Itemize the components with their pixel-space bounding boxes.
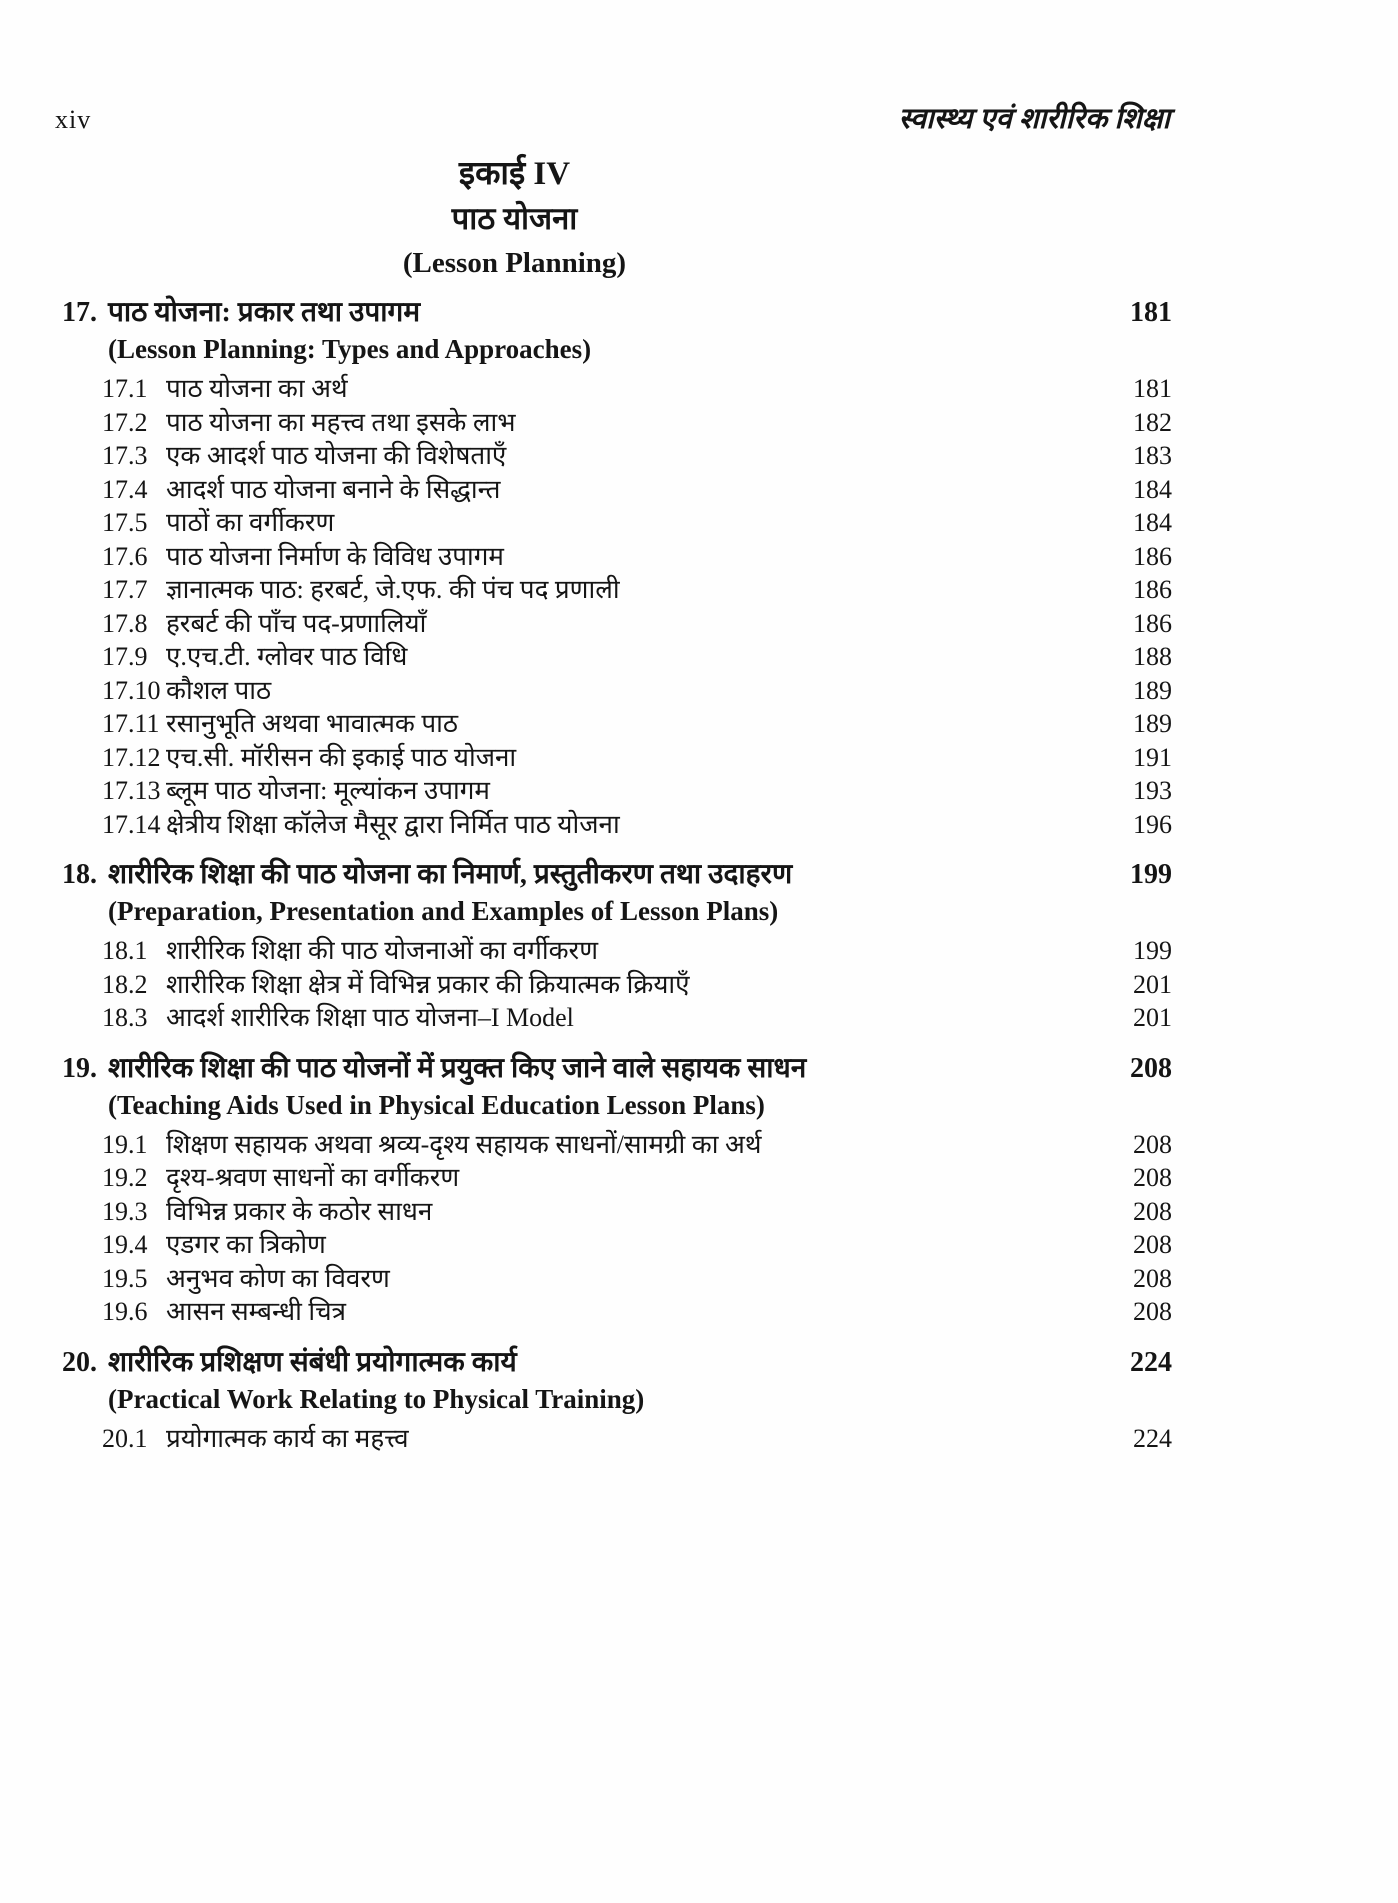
section-number: 19.2 <box>102 1163 148 1192</box>
section-page-number: 199 <box>1133 936 1172 965</box>
toc-section-row <box>62 1128 1172 1162</box>
toc-section-row <box>62 607 1172 641</box>
section-page-number: 181 <box>1133 374 1172 403</box>
section-number: 17.6 <box>102 541 148 571</box>
section-number: 17.10 <box>102 675 161 705</box>
chapter-subtitle: (Teaching Aids Used in Physical Education Lesson Plans) <box>108 1089 765 1120</box>
section-title: आदर्श पाठ योजना बनाने के सिद्धान्त <box>166 474 501 504</box>
toc-section-row <box>62 808 1172 842</box>
section-title: हरबर्ट की पाँच पद-प्रणालियाँ <box>166 608 427 638</box>
chapter-subtitle: (Lesson Planning: Types and Approaches) <box>108 334 592 364</box>
section-page-number: 186 <box>1133 608 1172 638</box>
section-page-number: 191 <box>1133 742 1172 772</box>
section-title: आदर्श शारीरिक शिक्षा पाठ योजना–I Model <box>166 1003 574 1032</box>
section-title: एच.सी. मॉरीसन की इकाई पाठ योजना <box>166 742 517 772</box>
chapter-title: शारीरिक प्रशिक्षण संबंधी प्रयोगात्मक कार्य <box>108 1346 517 1378</box>
chapter-row <box>62 856 1172 893</box>
toc-section-row <box>62 1422 1172 1456</box>
toc-section-row <box>62 540 1172 574</box>
toc-section-row <box>62 1195 1172 1229</box>
chapter-number: 20. <box>62 1346 97 1378</box>
section-number: 19.4 <box>102 1230 148 1259</box>
running-title: स्वास्थ्य एवं शारीरिक शिक्षा <box>898 103 1170 135</box>
section-title: अनुभव कोण का विवरण <box>166 1263 390 1293</box>
chapter-sections <box>62 934 1172 1035</box>
toc-section-row <box>62 707 1172 741</box>
toc-section-row <box>62 1262 1172 1296</box>
section-title: कौशल पाठ <box>166 675 272 705</box>
section-page-number: 189 <box>1133 709 1172 738</box>
toc-section-row <box>62 506 1172 540</box>
page-header <box>55 98 1170 137</box>
section-page-number: 208 <box>1133 1263 1172 1293</box>
section-number: 17.3 <box>102 441 148 470</box>
section-page-number: 224 <box>1133 1423 1172 1453</box>
section-number: 18.2 <box>102 969 148 999</box>
section-page-number: 208 <box>1133 1297 1172 1326</box>
section-page-number: 183 <box>1133 441 1172 470</box>
section-number: 17.5 <box>102 508 148 537</box>
toc-section-row <box>62 406 1172 440</box>
page-number-label: xiv <box>55 105 92 134</box>
toc-section-row <box>62 1228 1172 1262</box>
section-title: एक आदर्श पाठ योजना की विशेषताएँ <box>166 441 507 470</box>
section-title: ब्लूम पाठ योजना: मूल्यांकन उपागम <box>166 776 490 805</box>
unit-heading <box>62 152 967 284</box>
toc-section-row <box>62 640 1172 674</box>
toc-section-row <box>62 1161 1172 1195</box>
section-title: पाठ योजना का अर्थ <box>166 374 348 403</box>
chapter-row <box>62 1050 1172 1087</box>
section-title: प्रयोगात्मक कार्य का महत्त्व <box>166 1423 409 1453</box>
chapter-number: 18. <box>62 859 97 890</box>
toc-section-row <box>62 741 1172 775</box>
toc-section-row <box>62 573 1172 607</box>
section-page-number: 201 <box>1133 969 1172 999</box>
section-title: पाठों का वर्गीकरण <box>166 508 335 537</box>
section-page-number: 201 <box>1133 1003 1172 1032</box>
section-number: 17.14 <box>102 809 161 839</box>
section-page-number: 208 <box>1133 1230 1172 1259</box>
section-title: पाठ योजना निर्माण के विविध उपागम <box>166 541 504 571</box>
chapter-title: शारीरिक शिक्षा की पाठ योजना का निमार्ण, प्रस्तुतीकरण तथा उदाहरण <box>108 859 793 890</box>
chapter-number: 17. <box>62 297 97 328</box>
chapter-row <box>62 1344 1172 1381</box>
chapter-page-number: 199 <box>1130 859 1172 890</box>
toc-chapter <box>62 856 1172 1035</box>
toc-section-row <box>62 372 1172 406</box>
section-number: 17.13 <box>102 776 161 805</box>
section-page-number: 208 <box>1133 1196 1172 1226</box>
section-title: पाठ योजना का महत्त्व तथा इसके लाभ <box>166 407 516 437</box>
chapter-row <box>62 294 1172 331</box>
toc-chapter <box>62 1344 1172 1456</box>
toc-section-row <box>62 1295 1172 1329</box>
section-number: 17.7 <box>102 575 148 604</box>
chapter-title: पाठ योजना: प्रकार तथा उपागम <box>108 297 421 328</box>
section-page-number: 186 <box>1133 541 1172 571</box>
toc-section-row <box>62 674 1172 708</box>
toc-section-row <box>62 1001 1172 1035</box>
section-title: ज्ञानात्मक पाठ: हरबर्ट, जे.एफ. की पंच पद प्रणाली <box>166 575 620 604</box>
chapter-number: 19. <box>62 1052 97 1084</box>
section-page-number: 184 <box>1133 474 1172 504</box>
section-page-number: 193 <box>1133 776 1172 805</box>
section-number: 17.8 <box>102 608 148 638</box>
section-number: 19.6 <box>102 1297 148 1326</box>
section-page-number: 196 <box>1133 809 1172 839</box>
chapter-title: शारीरिक शिक्षा की पाठ योजनों में प्रयुक्त किए जाने वाले सहायक साधन <box>108 1052 807 1084</box>
section-number: 17.2 <box>102 407 148 437</box>
chapter-sections <box>62 1128 1172 1329</box>
chapter-subtitle: (Preparation, Presentation and Examples of Lesson Plans) <box>108 896 779 926</box>
section-number: 17.1 <box>102 374 148 403</box>
toc-section-row <box>62 774 1172 808</box>
section-number: 20.1 <box>102 1423 148 1453</box>
toc-section-row <box>62 968 1172 1002</box>
toc-chapter <box>62 294 1172 841</box>
section-page-number: 184 <box>1133 508 1172 537</box>
section-title: शारीरिक शिक्षा क्षेत्र में विभिन्न प्रकार की क्रियात्मक क्रियाएँ <box>166 969 690 999</box>
chapter-page-number: 208 <box>1130 1052 1172 1084</box>
section-number: 18.1 <box>102 936 148 965</box>
section-title: शिक्षण सहायक अथवा श्रव्य-दृश्य सहायक साधनों/सामग्री का अर्थ <box>166 1129 762 1159</box>
section-page-number: 188 <box>1133 642 1172 671</box>
section-title: विभिन्न प्रकार के कठोर साधन <box>166 1196 433 1226</box>
section-title: एडगर का त्रिकोण <box>166 1230 326 1259</box>
section-title: ए.एच.टी. ग्लोवर पाठ विधि <box>166 642 408 671</box>
section-number: 19.1 <box>102 1129 148 1159</box>
section-number: 18.3 <box>102 1003 148 1032</box>
section-title: क्षेत्रीय शिक्षा कॉलेज मैसूर द्वारा निर्मित पाठ योजना <box>166 809 620 839</box>
section-title: दृश्य-श्रवण साधनों का वर्गीकरण <box>166 1163 460 1192</box>
toc-chapter <box>62 1050 1172 1329</box>
unit-number: इकाई IV <box>458 156 571 192</box>
section-number: 19.3 <box>102 1196 148 1226</box>
section-page-number: 182 <box>1133 407 1172 437</box>
section-page-number: 208 <box>1133 1163 1172 1192</box>
chapter-subtitle: (Practical Work Relating to Physical Training) <box>108 1383 645 1414</box>
section-page-number: 189 <box>1133 675 1172 705</box>
unit-title-english: (Lesson Planning) <box>402 247 627 279</box>
section-number: 17.9 <box>102 642 148 671</box>
unit-title-hindi: पाठ योजना <box>451 201 578 236</box>
section-number: 17.11 <box>102 709 160 738</box>
toc-section-row <box>62 473 1172 507</box>
chapter-sections <box>62 372 1172 841</box>
chapter-sections <box>62 1422 1172 1456</box>
section-number: 19.5 <box>102 1263 148 1293</box>
toc-section-row <box>62 934 1172 968</box>
toc-section-row <box>62 439 1172 473</box>
chapter-page-number: 181 <box>1130 297 1172 328</box>
toc-list <box>62 294 1172 1455</box>
section-title: रसानुभूति अथवा भावात्मक पाठ <box>166 709 459 738</box>
section-number: 17.12 <box>102 742 161 772</box>
section-number: 17.4 <box>102 474 148 504</box>
section-title: शारीरिक शिक्षा की पाठ योजनाओं का वर्गीकरण <box>166 936 598 965</box>
section-page-number: 208 <box>1133 1129 1172 1159</box>
section-title: आसन सम्बन्धी चित्र <box>166 1297 346 1326</box>
section-page-number: 186 <box>1133 575 1172 604</box>
chapter-page-number: 224 <box>1130 1346 1172 1378</box>
